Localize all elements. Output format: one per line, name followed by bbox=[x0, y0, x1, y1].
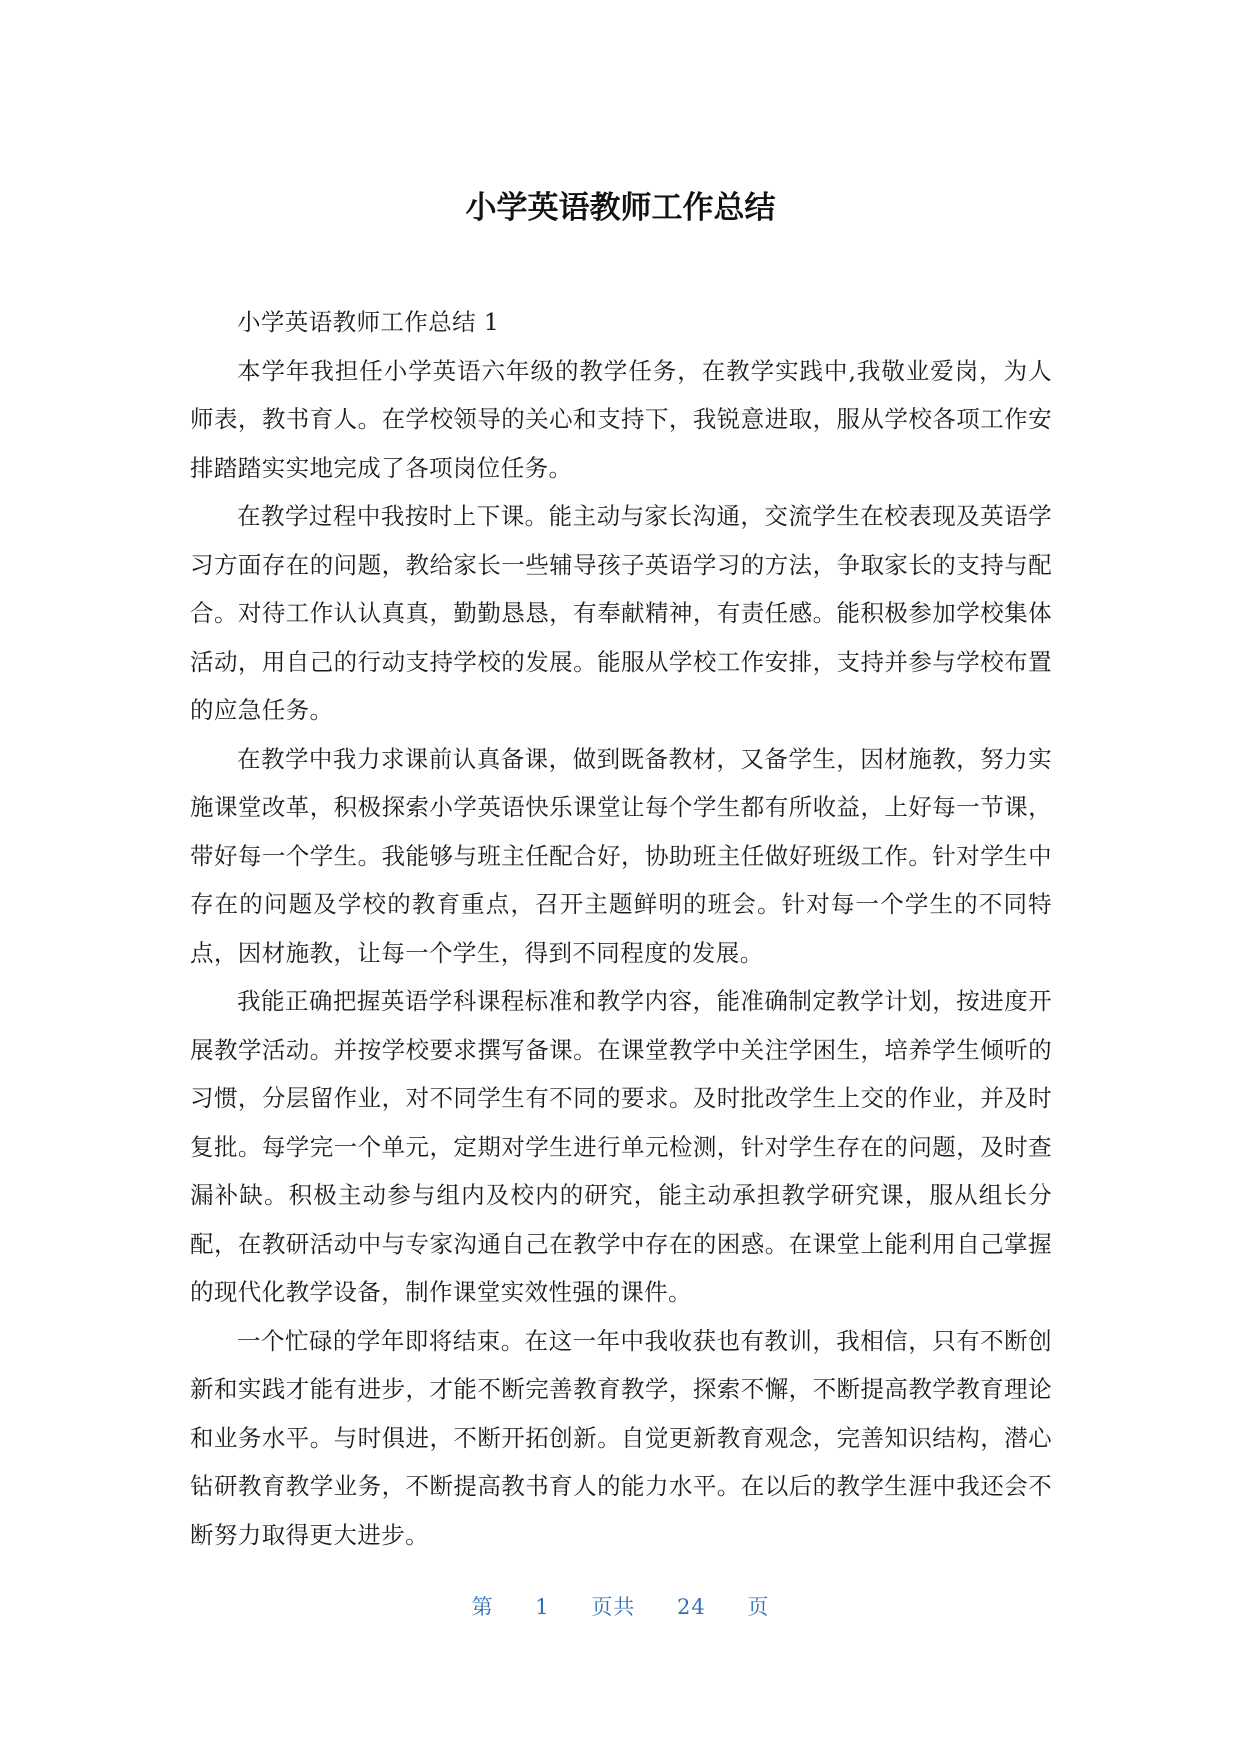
footer-page-number: 1 bbox=[535, 1595, 550, 1619]
footer-total-pages: 24 bbox=[677, 1595, 706, 1619]
document-title: 小学英语教师工作总结 bbox=[465, 190, 776, 226]
page-footer bbox=[0, 1591, 1241, 1621]
section-heading: 小学英语教师工作总结 1 bbox=[237, 308, 500, 336]
document-body bbox=[190, 298, 1052, 1559]
footer-middle: 页共 bbox=[591, 1595, 636, 1619]
body-paragraph: 在教学中我力求课前认真备课，做到既备教材，又备学生，因材施教，努力实施课堂改革，积极探索小学英语快乐课堂让每个学生都有所收益，上好每一节课，带好每一个学生。我能够与班主任配合好，协助班主任做好班级工作。针对学生中存在的问题及学校的教育重点，召开主题鲜明的班会。针对每一个学生的不同特点，因材施教，让每一个学生，得到不同程度的发展。 bbox=[190, 744, 1052, 967]
footer-suffix: 页 bbox=[747, 1595, 770, 1619]
body-paragraph: 本学年我担任小学英语六年级的教学任务，在教学实践中,我敬业爱岗，为人师表，教书育人。在学校领导的关心和支持下，我锐意进取，服从学校各项工作安排踏踏实实地完成了各项岗位任务。 bbox=[190, 356, 1052, 482]
body-paragraph: 我能正确把握英语学科课程标准和教学内容，能准确制定教学计划，按进度开展教学活动。并按学校要求撰写备课。在课堂教学中关注学困生，培养学生倾听的习惯，分层留作业，对不同学生有不同的要求。及时批改学生上交的作业，并及时复批。每学完一个单元，定期对学生进行单元检测，针对学生存在的问题，及时查漏补缺。积极主动参与组内及校内的研究，能主动承担教学研究课，服从组长分配，在教研活动中与专家沟通自己在教学中存在的困惑。在课堂上能利用自己掌握的现代化教学设备，制作课堂实效性强的课件。 bbox=[190, 987, 1052, 1306]
footer-prefix: 第 bbox=[471, 1595, 494, 1619]
body-paragraph: 一个忙碌的学年即将结束。在这一年中我收获也有教训，我相信，只有不断创新和实践才能有进步，才能不断完善教育教学，探索不懈，不断提高教学教育理论和业务水平。与时俱进，不断开拓创新。自觉更新教育观念，完善知识结构，潜心钻研教育教学业务，不断提高教书育人的能力水平。在以后的教学生涯中我还会不断努力取得更大进步。 bbox=[190, 1326, 1052, 1549]
body-paragraph: 在教学过程中我按时上下课。能主动与家长沟通，交流学生在校表现及英语学习方面存在的问题，教给家长一些辅导孩子英语学习的方法，争取家长的支持与配合。对待工作认认真真，勤勤恳恳，有奉献精神，有责任感。能积极参加学校集体活动，用自己的行动支持学校的发展。能服从学校工作安排，支持并参与学校布置的应急任务。 bbox=[190, 502, 1052, 724]
